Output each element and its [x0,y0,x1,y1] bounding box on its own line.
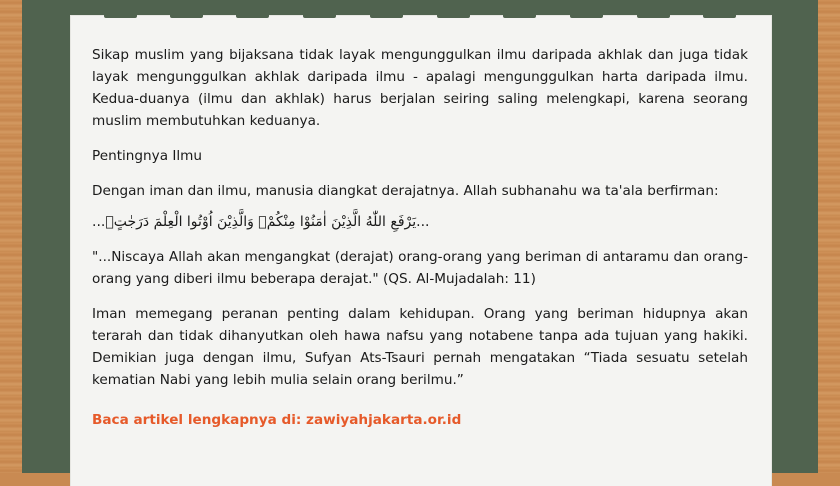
binder-tabs [71,0,771,18]
binder-tab [703,0,736,18]
paragraph-iman-peranan: Iman memegang peranan penting dalam kehidupan. Orang yang beriman hidupnya akan terarah dan tidak dihanyutkan oleh hawa nafsu yang notabene tanpa ada tujuan yang hakiki. Demikian juga dengan ilmu, Sufyan Ats-Tsauri pernah mengatakan “Tiada sesuatu setelah kematian Nabi yang lebih mulia selain orang berilmu.” [92,306,748,388]
binder-tab [570,0,603,18]
binder-tab [503,0,536,18]
section-heading: Pentingnya Ilmu [92,148,202,164]
binder-tab [370,0,403,18]
read-more-link[interactable]: Baca artikel lengkapnya di: zawiyahjakarta.or.id [92,412,462,428]
binder-tab [170,0,203,18]
binder-tab [303,0,336,18]
binder-tab [637,0,670,18]
quran-verse-translation: "...Niscaya Allah akan mengangkat (derajat) orang-orang yang beriman di antaramu dan orang-orang yang diberi ilmu beberapa derajat." (QS. Al-Mujadalah: 11) [92,249,748,287]
binder-tab [437,0,470,18]
binder-tab [104,0,137,18]
article-body [92,44,748,431]
quran-verse-arabic: ...يَرْفَعِ اللّٰهُ الَّذِيْنَ اٰمَنُوْا مِنْكُمْۙ وَالَّذِيْنَ اُوْتُوا الْعِلْمَ دَرَجٰتٍۗ... [92,214,430,230]
paragraph-akhlak-ilmu: Sikap muslim yang bijaksana tidak layak mengunggulkan ilmu daripada akhlak dan juga tidak layak mengunggulkan akhlak daripada ilmu - apalagi mengunggulkan harta daripada ilmu. Kedua-duanya (ilmu dan akhlak) harus berjalan seiring saling melengkapi, karena seorang muslim membutuhkan keduanya. [92,47,748,129]
binder-tab [236,0,269,18]
paragraph-iman-ilmu: Dengan iman dan ilmu, manusia diangkat derajatnya. Allah subhanahu wa ta'ala berfirman: [92,183,719,199]
